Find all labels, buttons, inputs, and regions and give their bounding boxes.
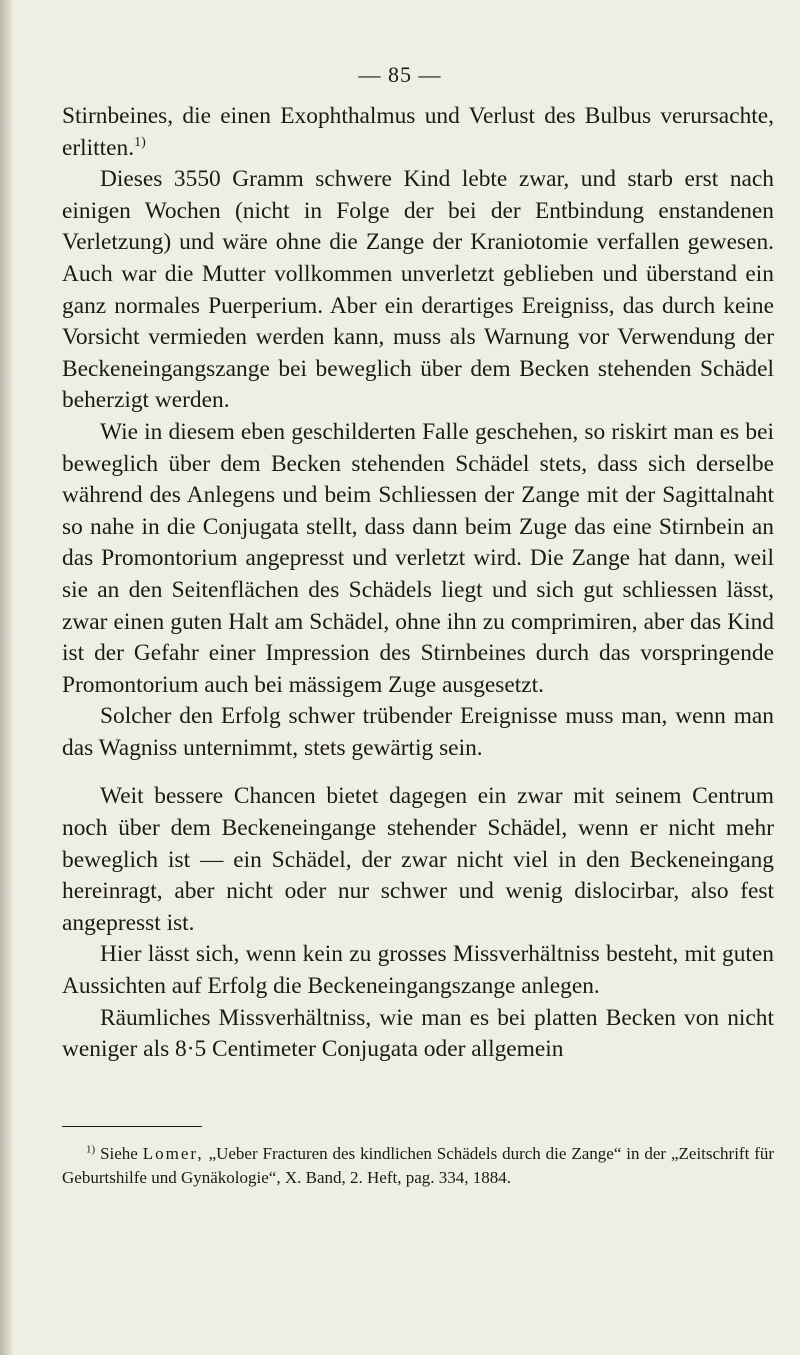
paragraph-1-text: Stirnbeines, die einen Exophthalmus und Verlust des Bulbus verursachte, erlitten. xyxy=(62,103,774,161)
paragraph-1 xyxy=(62,101,774,164)
section-gap xyxy=(62,764,774,781)
paragraph-7: Räumliches Missverhältniss, wie man es bei platten Becken von nicht weniger als 8·5 Centimeter Conjugata oder allgemein xyxy=(62,1004,774,1063)
footnote-author: Lomer, xyxy=(142,1144,204,1163)
footnote xyxy=(62,1142,774,1190)
footnote-divider xyxy=(62,1126,202,1127)
paragraph-2: Dieses 3550 Gramm schwere Kind lebte zwar, und starb erst nach einigen Wochen (nicht in Folge der bei der Entbindung enstandenen Verletzung) und wäre ohne die Zange der Kraniotomie verfallen gewesen. Auch war die Mutter vollkommen unverletzt geblieben und überstand ein ganz normales Puerperium. Aber ein derartiges Ereigniss, das durch keine Vorsicht vermieden werden kann, muss als Warnung vor Verwendung der Beckeneingangszange bei beweglich über dem Becken stehenden Schädel beherzigt werden. xyxy=(62,166,774,414)
page-binding-edge xyxy=(0,0,14,1355)
footnote-citation: „Ueber Fracturen des kindlichen Schädels durch die Zange“ in der „Zeitschrift für Geburtshilfe und Gynäkologie“, X. Band, 2. Heft, pag. 334, 1884. xyxy=(62,1144,775,1187)
paragraph-6: Hier lässt sich, wenn kein zu grosses Missverhältniss besteht, mit guten Aussichten auf Erfolg die Beckeneingangszange anlegen. xyxy=(62,941,774,1000)
footnote-lead: Siehe xyxy=(100,1144,138,1163)
paragraph-4: Solcher den Erfolg schwer trübender Ereignisse muss man, wenn man das Wagniss unternimmt, stets gewärtig sein. xyxy=(62,703,774,761)
paragraph-5: Weit bessere Chancen bietet dagegen ein zwar mit seinem Centrum noch über dem Beckeneingange stehender Schädel, wenn er nicht mehr beweglich ist — ein Schädel, der zwar nicht viel in den Beckeneingang hereinragt, aber nicht oder nur schwer und wenig dislocirbar, also fest angepresst ist. xyxy=(62,783,774,936)
body-text xyxy=(62,101,774,1066)
footnote-marker: 1) xyxy=(86,1143,96,1156)
page-number: — 85 — xyxy=(358,62,442,87)
footnote-text xyxy=(62,1142,774,1190)
footnote-reference[interactable]: 1) xyxy=(134,134,146,150)
paragraph-3: Wie in diesem eben geschilderten Falle geschehen, so riskirt man es bei beweglich über dem Becken stehenden Schädel stets, dass sich derselbe während des Anlegens und beim Schliessen der Zange mit der Sagittalnaht so nahe in die Conjugata stellt, dass dann beim Zuge das eine Stirnbein an das Promontorium angepresst und verletzt wird. Die Zange hat dann, weil sie an den Seitenflächen des Schädels liegt und sich gut schliessen lässt, zwar einen guten Halt am Schädel, ohne ihn zu comprimiren, aber das Kind ist der Gefahr einer Impression des Stirnbeines durch das vorspringende Promontorium auch bei mässigem Zuge ausgesetzt. xyxy=(62,418,774,698)
